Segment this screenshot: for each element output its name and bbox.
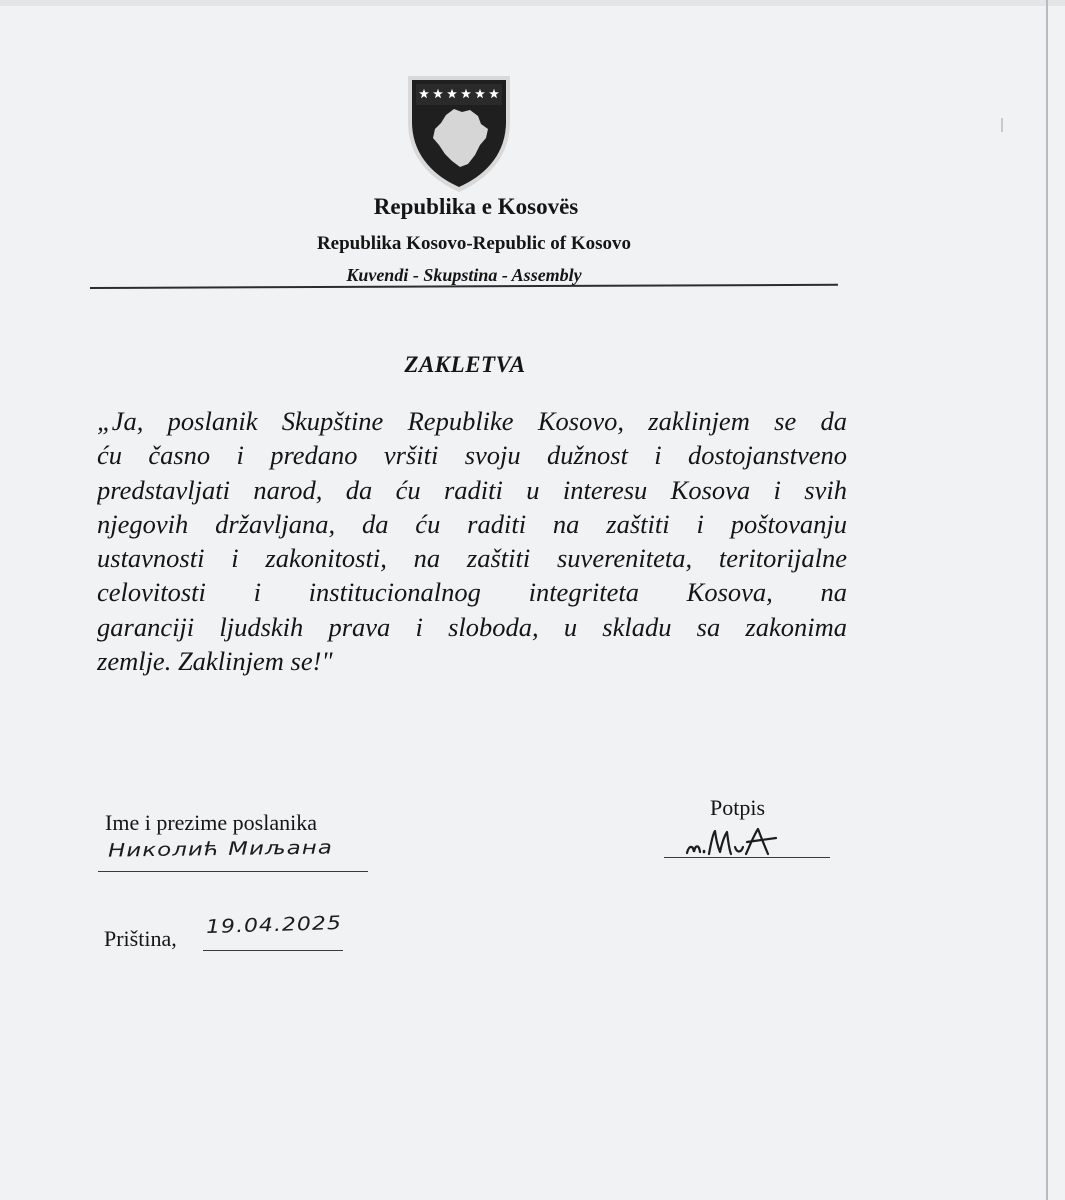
oath-line: predstavljati narod, da ću raditi u interesu Kosova i svih: [97, 474, 847, 505]
page-top-edge: [0, 0, 1065, 6]
oath-line: „Ja, poslanik Skupštine Republike Kosovo, zaklinjem se da: [97, 406, 847, 436]
oath-line: ustavnosti i zakonitosti, na zaštiti suvereniteta, teritorijalne: [97, 543, 847, 574]
handwritten-signature-icon: [683, 825, 795, 861]
name-label: Ime i prezime poslanika: [105, 810, 317, 835]
date-handwritten-value: 19.04.2025: [205, 912, 343, 939]
oath-line: celovitosti i institucionalnog integriteta Kosova, na: [97, 577, 847, 608]
name-line: [98, 871, 368, 872]
document-title: ZAKLETVA: [404, 352, 526, 377]
signature-label: Potpis: [710, 795, 766, 820]
kosovo-coat-of-arms-icon: [402, 72, 516, 196]
oath-line: garanciji ljudskih prava i sloboda, u skladu sa zakonima: [97, 611, 847, 642]
header-assembly: Kuvendi - Skupstina - Assembly: [346, 265, 582, 285]
date-line: [203, 950, 343, 951]
scan-mark: [995, 118, 1003, 132]
page-right-edge: [1046, 0, 1048, 1200]
oath-line: zemlje. Zaklinjem se!": [97, 646, 333, 677]
oath-line: njegovih državljana, da ću raditi na zaštiti i poštovanju: [97, 508, 847, 539]
place-label: Priština,: [104, 926, 177, 951]
header-republic-serbian-english: Republika Kosovo-Republic of Kosovo: [316, 233, 632, 254]
header-republic-albanian: Republika e Kosovës: [373, 194, 579, 219]
oath-text: [97, 404, 847, 678]
oath-line: ću časno i predano vršiti svoju dužnost i dostojanstveno: [97, 440, 847, 471]
name-handwritten-value: Николић Миљана: [107, 837, 334, 862]
signature-line: [664, 857, 830, 858]
